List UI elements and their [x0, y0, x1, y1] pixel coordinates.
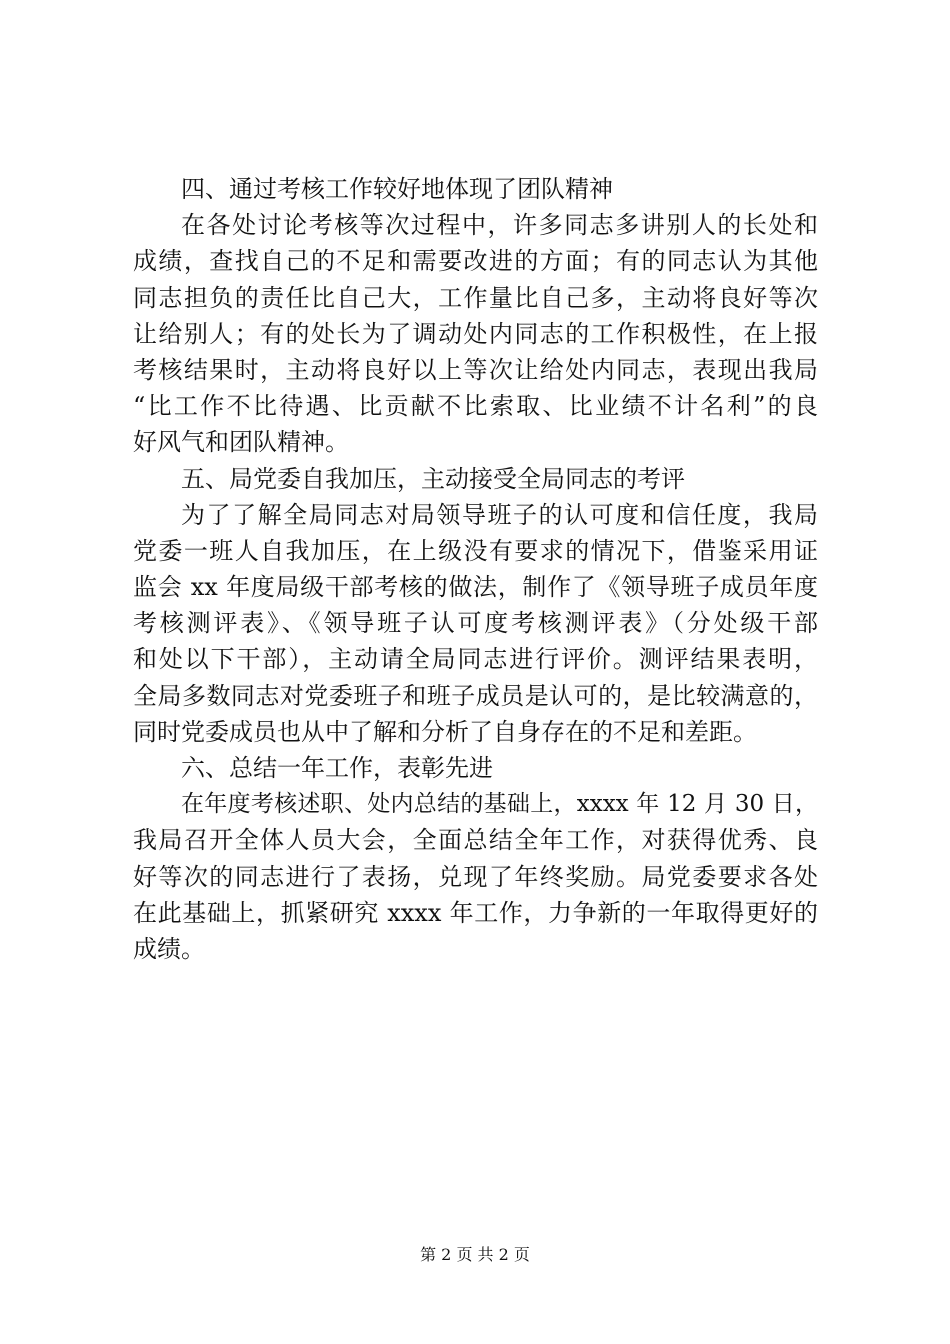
paragraph-line: 和处以下干部），主动请全局同志进行评价。测评结果表明，	[133, 645, 818, 674]
paragraph-line: 好等次的同志进行了表扬，兑现了年终奖励。局党委要求各处	[133, 862, 818, 891]
paragraph-line: 同志担负的责任比自己大，工作量比自己多，主动将良好等次	[133, 283, 818, 312]
paragraph-line: 在此基础上，抓紧研究 xxxx 年工作，力争新的一年取得更好的	[133, 898, 818, 927]
section-heading: 四、通过考核工作较好地体现了团队精神	[181, 175, 613, 203]
paragraph-line: 全局多数同志对党委班子和班子成员是认可的，是比较满意的，	[133, 681, 818, 710]
section-heading: 六、总结一年工作，表彰先进	[181, 754, 493, 782]
paragraph-line: 为了了解全局同志对局领导班子的认可度和信任度，我局	[181, 500, 818, 529]
paragraph-line: 好风气和团队精神。	[133, 428, 349, 457]
paragraph-line: 考核测评表》、《领导班子认可度考核测评表》（分处级干部	[133, 609, 818, 638]
paragraph-line: 在年度考核述职、处内总结的基础上，xxxx 年 12 月 30 日，	[181, 791, 818, 818]
paragraph-line: 考核结果时，主动将良好以上等次让给处内同志，表现出我局	[133, 355, 818, 384]
paragraph-line: 同时党委成员也从中了解和分析了自身存在的不足和差距。	[133, 717, 757, 746]
paragraph-line: 我局召开全体人员大会，全面总结全年工作，对获得优秀、良	[133, 826, 818, 855]
paragraph-line: 在各处讨论考核等次过程中，许多同志多讲别人的长处和	[181, 211, 818, 240]
paragraph-line: “比工作不比待遇、比贡献不比索取、比业绩不计名利”的良	[133, 392, 818, 421]
paragraph-line: 党委一班人自我加压，在上级没有要求的情况下，借鉴采用证	[133, 536, 818, 565]
paragraph-line: 成绩，查找自己的不足和需要改进的方面；有的同志认为其他	[133, 247, 818, 276]
paragraph-line: 让给别人；有的处长为了调动处内同志的工作积极性，在上报	[133, 319, 818, 348]
paragraph-line: 监会 xx 年度局级干部考核的做法，制作了《领导班子成员年度	[133, 573, 818, 602]
paragraph-line: 成绩。	[133, 934, 205, 963]
document-body	[133, 171, 818, 967]
section-heading: 五、局党委自我加压，主动接受全局同志的考评	[181, 464, 685, 493]
page-footer: 第 2 页 共 2 页	[420, 1245, 530, 1264]
